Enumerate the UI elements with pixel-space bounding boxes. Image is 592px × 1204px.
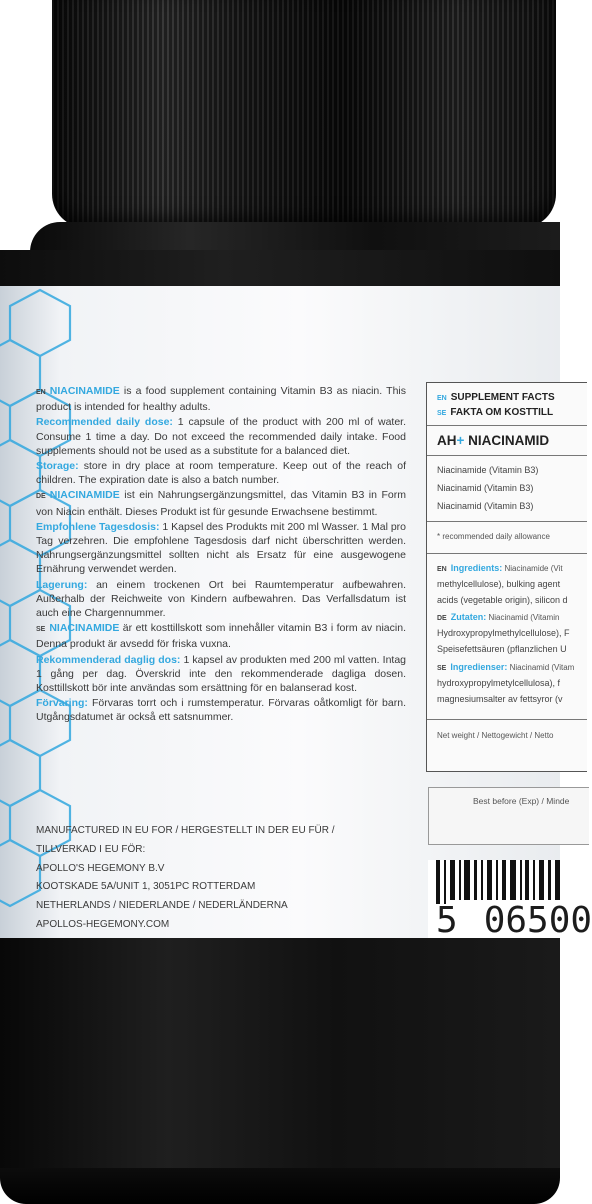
se-dose: Rekommenderad daglig dos: 1 kapsel av produkten med 200 ml vatten. Intag 1 gång per dag. Överskrid inte den rekommenderade dagliga dosen. Kosttillskott bör inte användas som ersättning för en balanserad kost. — [36, 653, 407, 695]
manufacturer-line: TILLVERKAD I EU FÖR: — [36, 843, 146, 855]
ingredients-de-line: Hydroxypropylmethylcellulose), F — [437, 628, 570, 638]
facts-title-en: EN SUPPLEMENT FACTS — [437, 392, 555, 403]
divider — [427, 521, 587, 522]
divider — [427, 719, 587, 720]
barcode-digits: 5 06500 — [436, 900, 592, 941]
ingredients-se: SE Ingredienser: Niacinamid (Vitam — [437, 662, 575, 672]
se-storage: Förvaring: Förvaras torrt och i rumstemperatur. Förvaras oåtkomligt för barn. Utgångsdatumet är också ett satsnummer. — [36, 697, 406, 724]
facts-footnote: * recommended daily allowance — [437, 532, 550, 541]
divider — [427, 455, 587, 456]
bottle-cap — [52, 0, 556, 228]
divider — [427, 553, 587, 554]
manufacturer-line: APOLLO'S HEGEMONY B.V — [36, 862, 165, 874]
en-dose: Recommended daily dose: 1 capsule of the product with 200 ml of water. Consume 1 time a day. Do not exceed the recommended daily intake. Food supplements should not be used as a substitute for a balanced diet. — [36, 416, 406, 457]
en-storage: Storage: store in dry place at room temperature. Keep out of the reach of children. The expiration date is also a batch number. — [36, 460, 406, 487]
facts-title-se: SE FAKTA OM KOSTTILL — [437, 407, 554, 418]
facts-row: Niacinamid (Vitamin B3) — [437, 501, 534, 511]
ingredients-en-line: methylcellulose), bulking agent — [437, 579, 561, 589]
se-intro: SE NIACINAMIDE är ett kosttillskott som innehåller vitamin B3 i form av niacin. Denna produkt är avsedd för friska vuxna. — [36, 622, 406, 651]
ingredients-de: DE Zutaten: Niacinamid (Vitamin — [437, 612, 560, 622]
manufacturer-line: MANUFACTURED IN EU FOR / HERGESTELLT IN DER EU FÜR / — [36, 825, 335, 836]
best-before-label: Best before (Exp) / Minde — [473, 796, 570, 806]
manufacturer-info — [36, 822, 376, 935]
manufacturer-line: KOOTSKADE 5A/UNIT 1, 3051PC ROTTERDAM — [36, 881, 256, 893]
product-name: NIACINAMIDE — [49, 489, 120, 502]
ingredients-en: EN Ingredients: Niacinamide (Vit — [437, 563, 563, 573]
net-weight: Net weight / Nettogewicht / Netto — [437, 731, 554, 740]
supplement-facts-panel — [426, 382, 587, 772]
en-intro: EN NIACINAMIDE is a food supplement containing Vitamin B3 as niacin. This product is intended for healthy adults. — [36, 385, 406, 414]
product-name: NIACINAMIDE — [49, 385, 120, 397]
ingredients-de-line: Speisefettsäuren (pflanzlichen U — [437, 644, 567, 654]
bottle-base — [0, 1168, 560, 1204]
manufacturer-line: NETHERLANDS / NIEDERLANDE / NEDERLÄNDERNA — [36, 900, 288, 912]
facts-row: Niacinamide (Vitamin B3) — [437, 465, 539, 475]
de-dose: Empfohlene Tagesdosis: 1 Kapsel des Produkts mit 200 ml Wasser. 1 Mal pro Tag verzehren. Die empfohlene Tagesdosis darf nicht überschritten werden. Nahrungsergänzungsmittel sollten nicht als Ersatz für eine ausgewogene Ernährung verwendet werden. — [36, 520, 406, 576]
ingredients-se-line: hydroxypropylmetylcellulosa), f — [437, 678, 561, 688]
de-intro: DE NIACINAMIDE ist ein Nahrungsergänzungsmittel, das Vitamin B3 in Form von Niacin enthält. Dieses Produkt ist für gesunde Erwachsene bestimmt. — [36, 489, 406, 518]
bottle-lower-body — [0, 938, 560, 1168]
bottle-shoulder — [0, 250, 560, 290]
divider — [427, 425, 587, 426]
best-before-box — [428, 787, 589, 845]
label-description — [36, 384, 406, 726]
product-name: NIACINAMIDE — [49, 622, 120, 635]
ingredients-se-line: magnesiumsalter av fettsyror (v — [437, 694, 563, 704]
facts-row: Niacinamid (Vitamin B3) — [437, 483, 534, 493]
ingredients-en-line: acids (vegetable origin), silicon d — [437, 595, 568, 605]
de-storage: Lagerung: an einem trockenen Ort bei Raumtemperatur aufbewahren. Außerhalb der Reichweite von Kindern aufbewahren. Das Verfallsdatum ist auch eine Chargennummer. — [36, 578, 406, 620]
manufacturer-line: APOLLOS-HEGEMONY.COM — [36, 918, 170, 930]
facts-product-name: AH+ NIACINAMID — [437, 433, 550, 448]
